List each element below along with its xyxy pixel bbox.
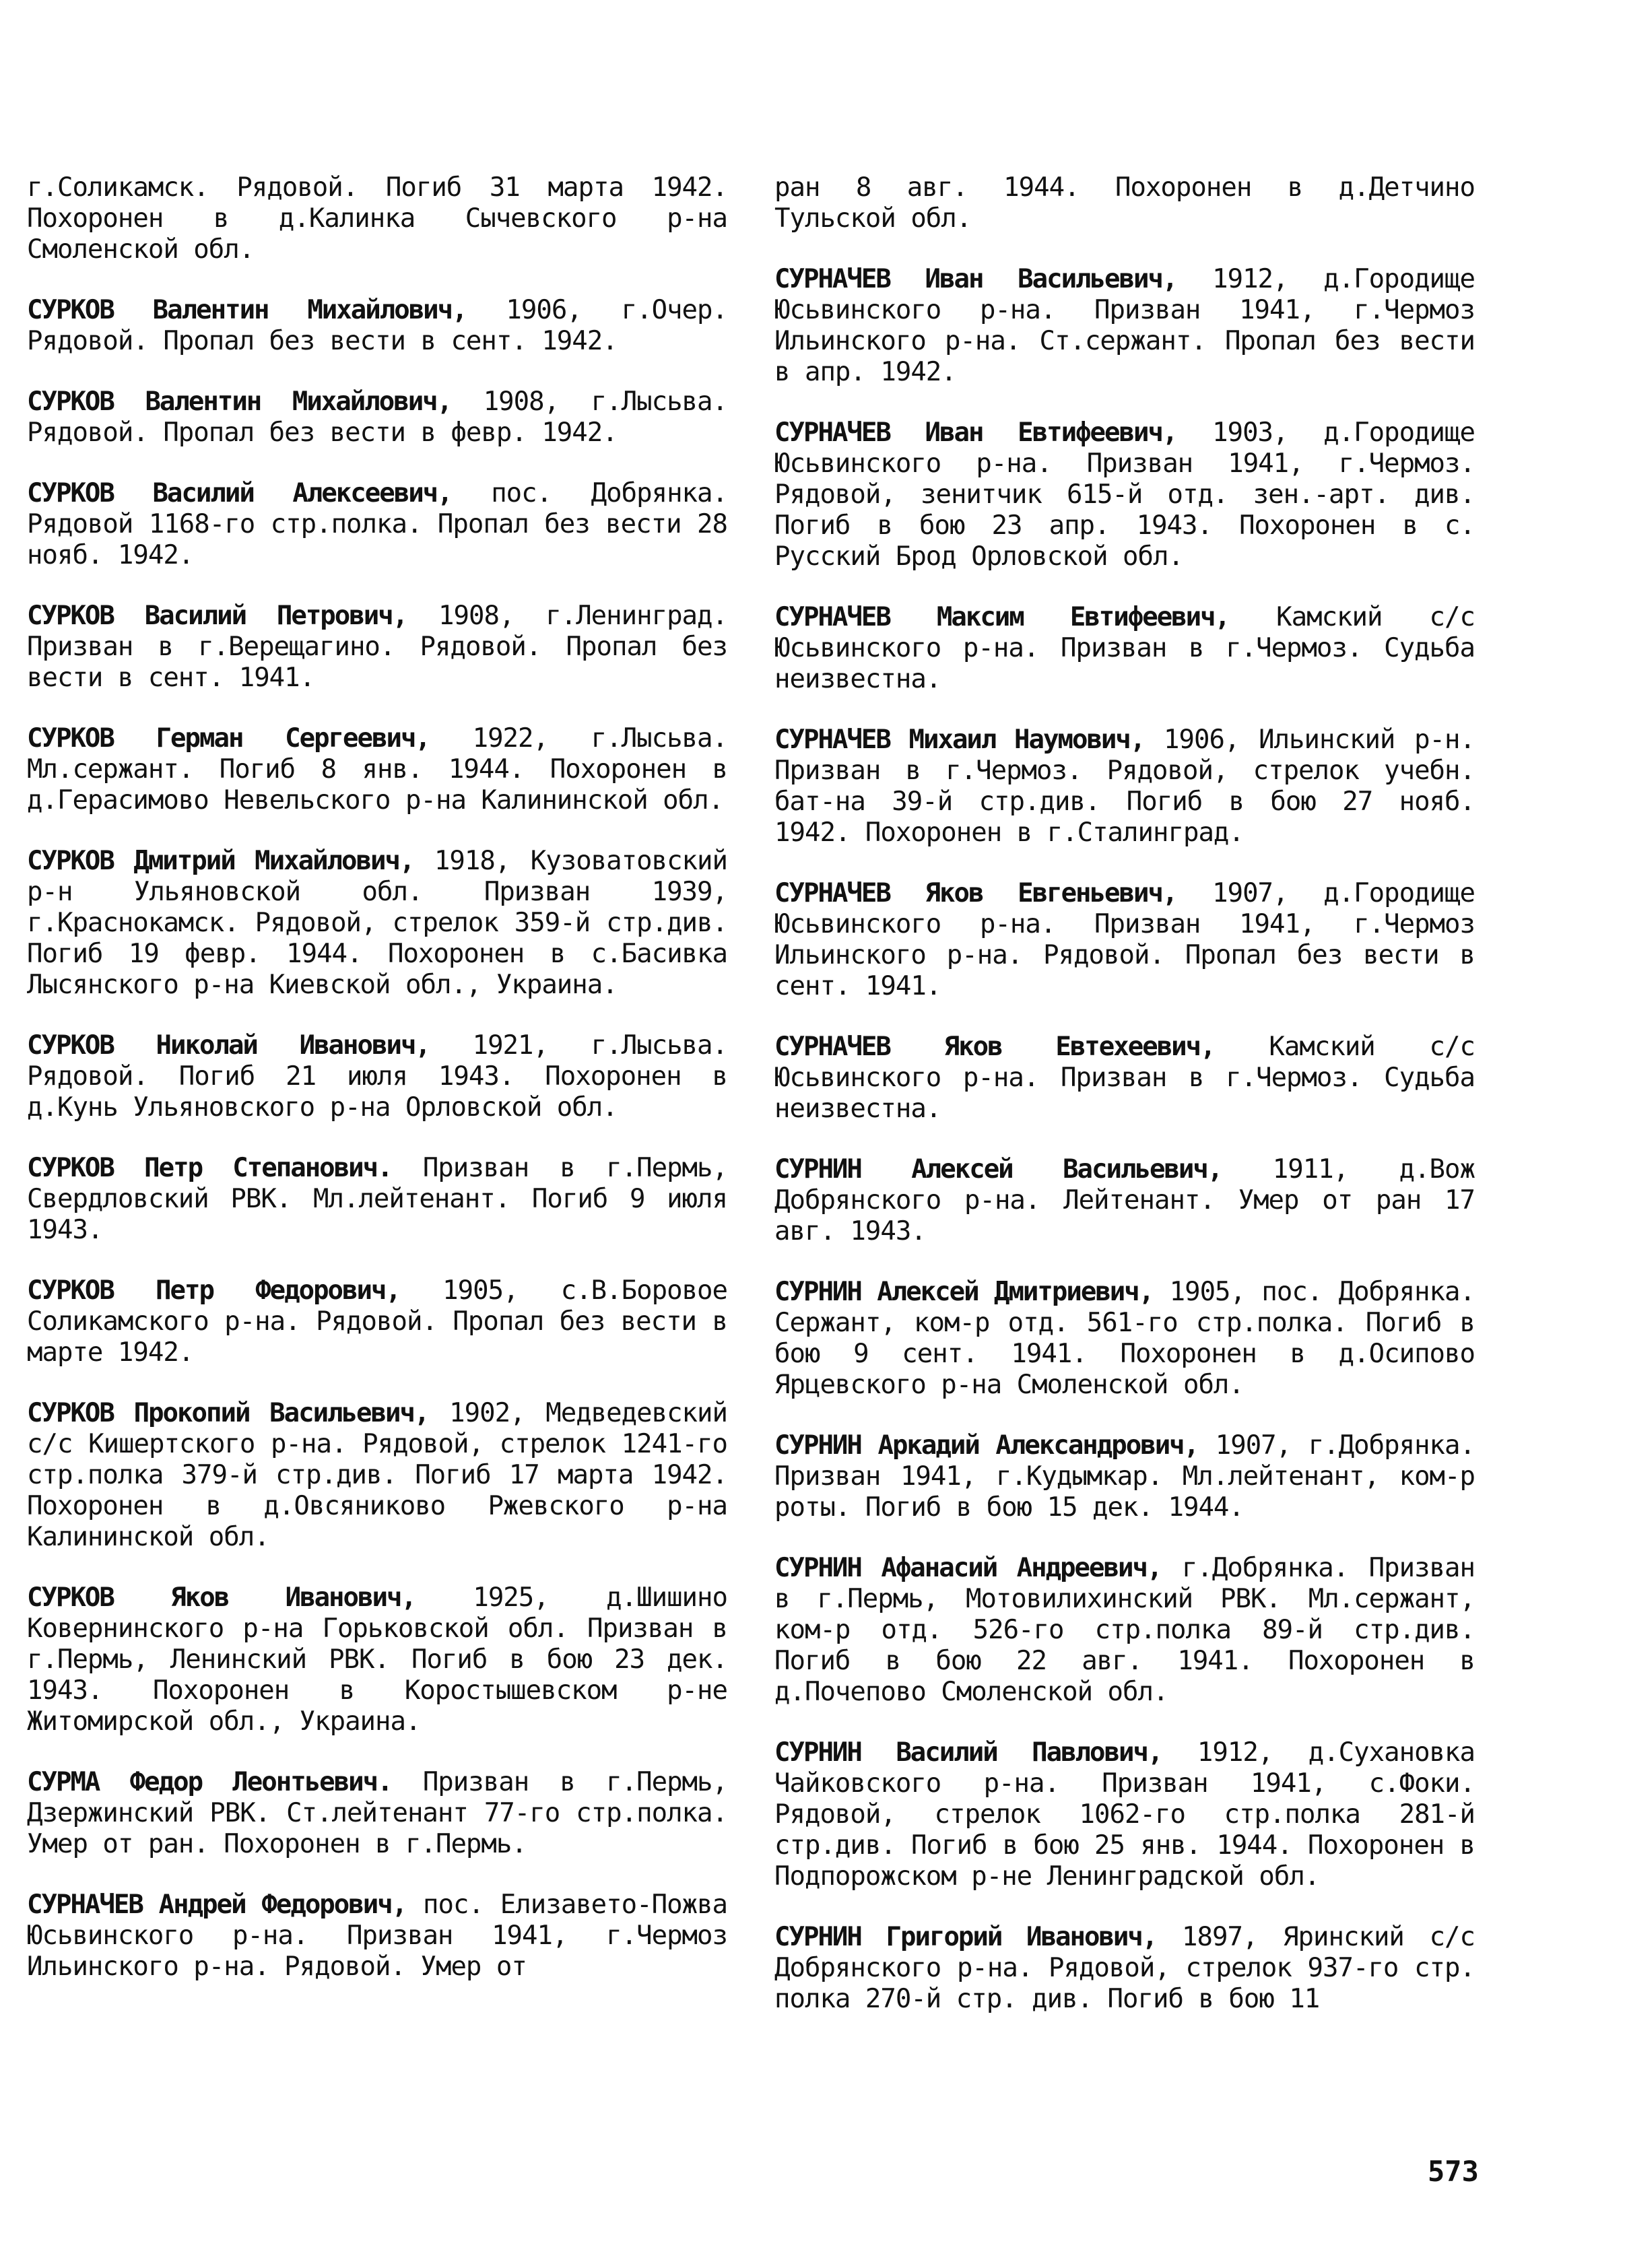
entry-text: 1925, д.Шишино Ковернинского р-на Горьковской обл. Призван в г.Пермь, Ленинский РВК. Погиб в бою 23 дек. 1943. Похоронен в Коростышевском р-не Житомирской обл., Украина.: [27, 1582, 727, 1737]
biography-entry: [27, 172, 727, 265]
page-number: 573: [1428, 2155, 1479, 2188]
biography-entry: [774, 1922, 1475, 2015]
biography-entry: [27, 1582, 727, 1737]
entry-text: 1905, пос. Добрянка. Сержант, ком-р отд. 561-го стр.полка. Погиб в бою 9 сент. 1941. Похоронен в д.Осипово Ярцевского р-на Смоленской обл.: [774, 1277, 1475, 1400]
biography-entry: [774, 1430, 1475, 1523]
entry-text: 1908, г.Лысьва. Рядовой. Пропал без вести в февр. 1942.: [27, 387, 727, 448]
person-name: СУРНАЧЕВ Андрей Федорович,: [27, 1890, 407, 1920]
entry-text: пос. Добрянка. Рядовой 1168-го стр.полка. Пропал без вести 28 нояб. 1942.: [27, 478, 727, 570]
biography-entry: [27, 478, 727, 571]
left-column: [27, 172, 727, 2012]
entry-text: 1918, Кузоватовский р-н Ульяновской обл. Призван 1939, г.Краснокамск. Рядовой, стрелок 359-й стр.див. Погиб 19 февр. 1944. Похоронен в с.Басивка Лысянского р-на Киевской обл., Украина.: [27, 846, 727, 1000]
biography-entry: [27, 846, 727, 1001]
entry-text: Призван в г.Пермь, Дзержинский РВК. Ст.лейтенант 77-го стр.полка. Умер от ран. Похоронен в г.Пермь.: [27, 1767, 727, 1859]
biography-entry: [27, 1030, 727, 1123]
entry-text: 1921, г.Лысьва. Рядовой. Погиб 21 июля 1943. Похоронен в д.Кунь Ульяновского р-на Орловской обл.: [27, 1030, 727, 1123]
person-name: СУРКОВ Прокопий Васильевич,: [27, 1398, 429, 1428]
biography-entry: [774, 602, 1475, 695]
person-name: СУРНАЧЕВ Иван Евтифеевич,: [774, 418, 1177, 448]
person-name: СУРКОВ Николай Иванович,: [27, 1030, 430, 1061]
entry-text: 1912, д.Сухановка Чайковского р-на. Призван 1941, с.Фоки. Рядовой, стрелок 1062-го стр.полка 281-й стр.див. Погиб в бою 25 янв. 1944. Похоронен в Подпорожском р-не Ленинградской обл.: [774, 1737, 1475, 1892]
biography-entry: [27, 1767, 727, 1860]
person-name: СУРНАЧЕВ Яков Евтехеевич,: [774, 1032, 1215, 1062]
entry-text: Камский с/с Юсьвинского р-на. Призван в г.Чермоз. Судьба неизвестна.: [774, 1032, 1475, 1124]
entry-text: 1897, Яринский с/с Добрянского р-на. Рядовой, стрелок 937-го стр. полка 270-й стр. див. Погиб в бою 11: [774, 1922, 1475, 2014]
biography-entry: [27, 1398, 727, 1553]
person-name: СУРНИН Василий Павлович,: [774, 1737, 1162, 1768]
person-name: СУРНАЧЕВ Максим Евтифеевич,: [774, 602, 1230, 632]
person-name: СУРНИН Григорий Иванович,: [774, 1922, 1157, 1952]
biography-entry: [27, 1890, 727, 1982]
entry-text: 1912, д.Городище Юсьвинского р-на. Призван 1941, г.Чермоз Ильинского р-на. Ст.сержант. Пропал без вести в апр. 1942.: [774, 264, 1475, 387]
biography-entry: [774, 172, 1475, 234]
person-name: СУРНАЧЕВ Яков Евгеньевич,: [774, 878, 1177, 908]
entry-text: пос. Елизавето-Пожва Юсьвинского р-на. Призван 1941, г.Чермоз Ильинского р-на. Рядовой. Умер от: [27, 1890, 727, 1982]
entry-text: Призван в г.Пермь, Свердловский РВК. Мл.лейтенант. Погиб 9 июля 1943.: [27, 1153, 727, 1245]
entry-text: г.Соликамск. Рядовой. Погиб 31 марта 1942. Похоронен в д.Калинка Сычевского р-на Смоленской обл.: [27, 172, 727, 265]
person-name: СУРКОВ Василий Алексеевич,: [27, 478, 452, 508]
person-name: СУРМА Федор Леонтьевич.: [27, 1767, 392, 1797]
entry-text: 1902, Медведевский с/с Кишертского р-на. Рядовой, стрелок 1241-го стр.полка 379-й стр.див. Погиб 17 марта 1942. Похоронен в д.Овсяниково Ржевского р-на Калининской обл.: [27, 1398, 727, 1552]
biography-entry: [774, 1737, 1475, 1892]
entry-text: ран 8 авг. 1944. Похоронен в д.Детчино Тульской обл.: [774, 172, 1475, 234]
person-name: СУРКОВ Петр Степанович.: [27, 1153, 392, 1183]
person-name: СУРНАЧЕВ Михаил Наумович,: [774, 725, 1145, 755]
entry-text: 1922, г.Лысьва. Мл.сержант. Погиб 8 янв. 1944. Похоронен в д.Герасимово Невельского р-на Калининской обл.: [27, 723, 727, 815]
biography-entry: [27, 387, 727, 448]
person-name: СУРНИН Алексей Васильевич,: [774, 1154, 1222, 1185]
biography-entry: [27, 1275, 727, 1368]
entry-text: 1911, д.Вож Добрянского р-на. Лейтенант. Умер от ран 17 авг. 1943.: [774, 1154, 1475, 1246]
entry-text: 1907, д.Городище Юсьвинского р-на. Призван 1941, г.Чермоз Ильинского р-на. Рядовой. Пропал без вести в сент. 1941.: [774, 878, 1475, 1001]
person-name: СУРКОВ Яков Иванович,: [27, 1582, 416, 1613]
person-name: СУРКОВ Валентин Михайлович,: [27, 387, 452, 417]
right-column: [774, 172, 1475, 2044]
biography-entry: [774, 1553, 1475, 1708]
biography-entry: [27, 601, 727, 694]
entry-text: 1908, г.Ленинград. Призван в г.Верещагино. Рядовой. Пропал без вести в сент. 1941.: [27, 601, 727, 693]
person-name: СУРНИН Аркадий Александрович,: [774, 1430, 1199, 1461]
biography-entry: [27, 295, 727, 357]
entry-text: 1903, д.Городище Юсьвинского р-на. Призван 1941, г.Чермоз. Рядовой, зенитчик 615-й отд. зен.-арт. див. Погиб в бою 23 апр. 1943. Похоронен в с. Русский Брод Орловской обл.: [774, 418, 1475, 572]
entry-text: 1907, г.Добрянка. Призван 1941, г.Кудымкар. Мл.лейтенант, ком-р роты. Погиб в бою 15 дек. 1944.: [774, 1430, 1475, 1523]
person-name: СУРНИН Алексей Дмитриевич,: [774, 1277, 1154, 1307]
person-name: СУРНИН Афанасий Андреевич,: [774, 1553, 1162, 1583]
biography-entry: [774, 418, 1475, 572]
biography-entry: [774, 878, 1475, 1002]
person-name: СУРНАЧЕВ Иван Васильевич,: [774, 264, 1177, 294]
person-name: СУРКОВ Василий Петрович,: [27, 601, 407, 631]
biography-entry: [774, 264, 1475, 388]
entry-text: г.Добрянка. Призван в г.Пермь, Мотовилихинский РВК. Мл.сержант, ком-р отд. 526-го стр.полка 89-й стр.див. Погиб в бою 22 авг. 1941. Похоронен в д.Почепово Смоленской обл.: [774, 1553, 1475, 1707]
biography-entry: [27, 1153, 727, 1246]
biography-entry: [774, 1277, 1475, 1401]
entry-text: 1906, г.Очер. Рядовой. Пропал без вести в сент. 1942.: [27, 295, 727, 356]
person-name: СУРКОВ Герман Сергеевич,: [27, 723, 430, 754]
person-name: СУРКОВ Петр Федорович,: [27, 1275, 400, 1306]
entry-text: Камский с/с Юсьвинского р-на. Призван в г.Чермоз. Судьба неизвестна.: [774, 602, 1475, 694]
biography-entry: [774, 1032, 1475, 1125]
biography-entry: [774, 1154, 1475, 1247]
biography-entry: [27, 723, 727, 816]
entry-text: 1905, с.В.Боровое Соликамского р-на. Рядовой. Пропал без вести в марте 1942.: [27, 1275, 728, 1368]
person-name: СУРКОВ Валентин Михайлович,: [27, 295, 467, 325]
biography-entry: [774, 725, 1475, 848]
person-name: СУРКОВ Дмитрий Михайлович,: [27, 846, 414, 876]
entry-text: 1906, Ильинский р-н. Призван в г.Чермоз. Рядовой, стрелок учебн. бат-на 39-й стр.див. Погиб в бою 27 нояб. 1942. Похоронен в г.Сталинград.: [774, 725, 1475, 848]
